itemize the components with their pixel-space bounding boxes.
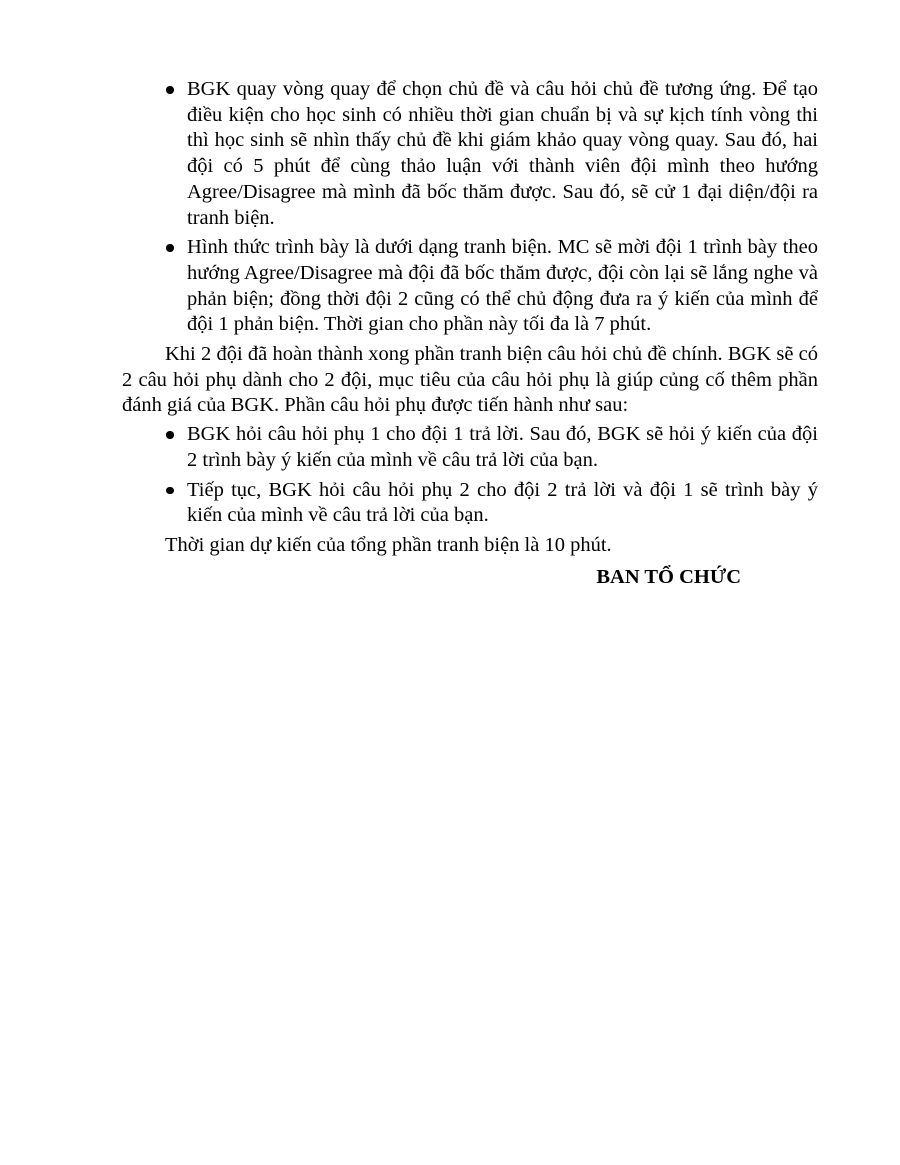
bullet-list-main bbox=[122, 77, 818, 338]
document-content bbox=[122, 77, 818, 590]
bullet-text: BGK quay vòng quay để chọn chủ đề và câu hỏi chủ đề tương ứng. Để tạo điều kiện cho học sinh có nhiều thời gian chuẩn bị và sự kịch tính vòng thi thì học sinh sẽ nhìn thấy chủ đề khi giám khảo quay vòng quay. Sau đó, hai đội có 5 phút để cùng thảo luận với thành viên đội mình theo hướng Agree/Disagree mà mình đã bốc thăm được. Sau đó, sẽ cử 1 đại diện/đội ra tranh biện. bbox=[187, 78, 818, 229]
bullet-list-sub bbox=[122, 422, 818, 529]
bullet-icon bbox=[166, 487, 174, 495]
bullet-text: Tiếp tục, BGK hỏi câu hỏi phụ 2 cho đội 2 trả lời và đội 1 sẽ trình bày ý kiến của mình về câu trả lời của bạn. bbox=[187, 478, 818, 527]
bullet-text: Hình thức trình bày là dưới dạng tranh biện. MC sẽ mời đội 1 trình bày theo hướng Agree/Disagree mà đội đã bốc thăm được, đội còn lại sẽ lắng nghe và phản biện; đồng thời đội 2 cũng có thể chủ động đưa ra ý kiến của mình để đội 1 phản biện. Thời gian cho phần này tối đa là 7 phút. bbox=[187, 236, 818, 336]
list-item-sub-question-1 bbox=[122, 422, 818, 473]
closing-line: Thời gian dự kiến của tổng phần tranh biện là 10 phút. bbox=[165, 533, 612, 556]
paragraph-sub-questions: Khi 2 đội đã hoàn thành xong phần tranh biện câu hỏi chủ đề chính. BGK sẽ có 2 câu hỏi phụ dành cho 2 đội, mục tiêu của câu hỏi phụ là giúp củng cố thêm phần đánh giá của BGK. Phần câu hỏi phụ được tiến hành như sau: bbox=[122, 343, 818, 417]
list-item-spin-wheel bbox=[122, 77, 818, 231]
bullet-icon bbox=[166, 431, 174, 439]
bullet-icon bbox=[166, 244, 174, 252]
bullet-icon bbox=[166, 86, 174, 94]
list-item-sub-question-2 bbox=[122, 478, 818, 529]
list-item-debate-format bbox=[122, 235, 818, 338]
signature-organizers: BAN TỔ CHỨC bbox=[596, 565, 741, 588]
bullet-text: BGK hỏi câu hỏi phụ 1 cho đội 1 trả lời. Sau đó, BGK sẽ hỏi ý kiến của đội 2 trình bày ý kiến của mình về câu trả lời của bạn. bbox=[187, 423, 818, 471]
